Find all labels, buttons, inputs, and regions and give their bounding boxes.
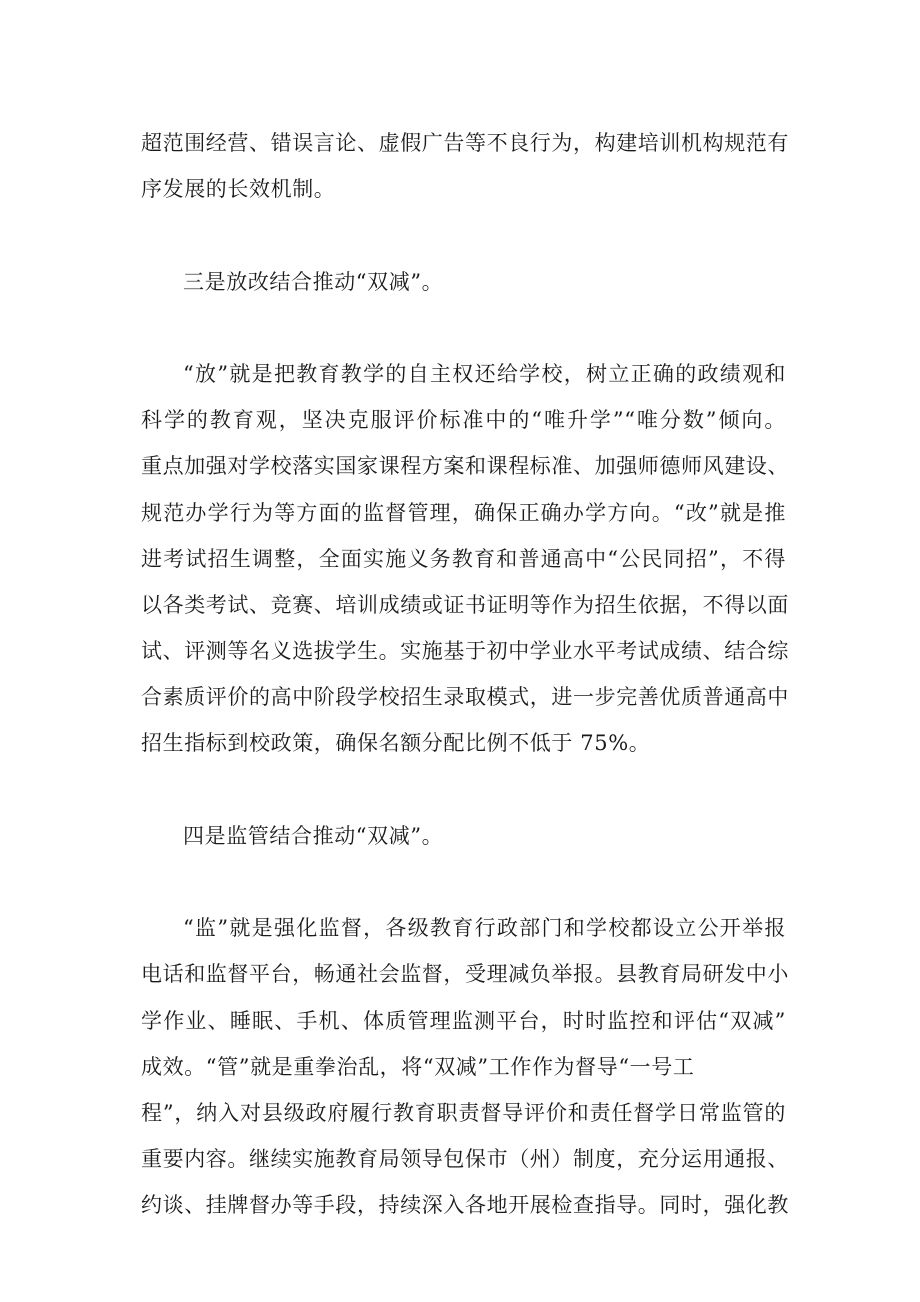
paragraph	[141, 120, 789, 212]
text-line: 序发展的长效机制。	[141, 177, 336, 202]
paragraph	[141, 905, 789, 1228]
text-line: 约谈、挂牌督办等手段，持续深入各地开展检查指导。同时，强化教	[141, 1193, 789, 1218]
text-line: 规范办学行为等方面的监督管理，确保正确办学方向。“改”就是推	[141, 500, 786, 525]
text-line: 重点加强对学校落实国家课程方案和课程标准、加强师德师风建设、	[141, 454, 789, 479]
text-line: 学作业、睡眠、手机、体质管理监测平台，时时监控和评估“双减”	[141, 1008, 786, 1033]
text-line: 进考试招生调整，全面实施义务教育和普通高中“公民同招”，不得	[141, 546, 786, 571]
text-line: 四是监管结合推动“双减”。	[183, 823, 444, 848]
text-line: 以各类考试、竞赛、培训成绩或证书证明等作为招生依据，不得以面	[141, 592, 789, 617]
text-line: 超范围经营、错误言论、虚假广告等不良行为，构建培训机构规范有	[141, 131, 789, 155]
text-line: “监”就是强化监督，各级教育行政部门和学校都设立公开举报	[183, 916, 786, 941]
text-line: 电话和监督平台，畅通社会监督，受理减负举报。县教育局研发中小	[141, 962, 789, 987]
paragraph-gap	[141, 767, 786, 813]
text-line: 科学的教育观，坚决克服评价标准中的“唯升学”“唯分数”倾向。	[141, 408, 786, 433]
paragraph-gap	[141, 859, 786, 905]
text-line: 程”，纳入对县级政府履行教育职责督导评价和责任督学日常监管的	[141, 1100, 786, 1125]
text-line: 试、评测等名义选拔学生。实施基于初中学业水平考试成绩、结合综	[141, 639, 789, 664]
text-line: “放”就是把教育教学的自主权还给学校，树立正确的政绩观和	[183, 361, 786, 386]
section-heading	[141, 259, 786, 305]
text-line: 成效。“管”就是重拳治乱，将“双减”工作作为督导“一号工	[141, 1054, 695, 1079]
text-line: 重要内容。继续实施教育局领导包保市（州）制度，充分运用通报、	[141, 1147, 789, 1172]
paragraph-gap	[141, 305, 786, 351]
document-body	[141, 120, 789, 1229]
text-line: 三是放改结合推动“双减”。	[183, 269, 444, 294]
section-heading	[141, 813, 786, 859]
paragraph	[141, 351, 789, 767]
text-line: 合素质评价的高中阶段学校招生录取模式，进一步完善优质普通高中	[141, 685, 789, 710]
text-line: 招生指标到校政策，确保名额分配比例不低于 75%。	[141, 731, 651, 756]
paragraph-gap	[141, 212, 786, 258]
